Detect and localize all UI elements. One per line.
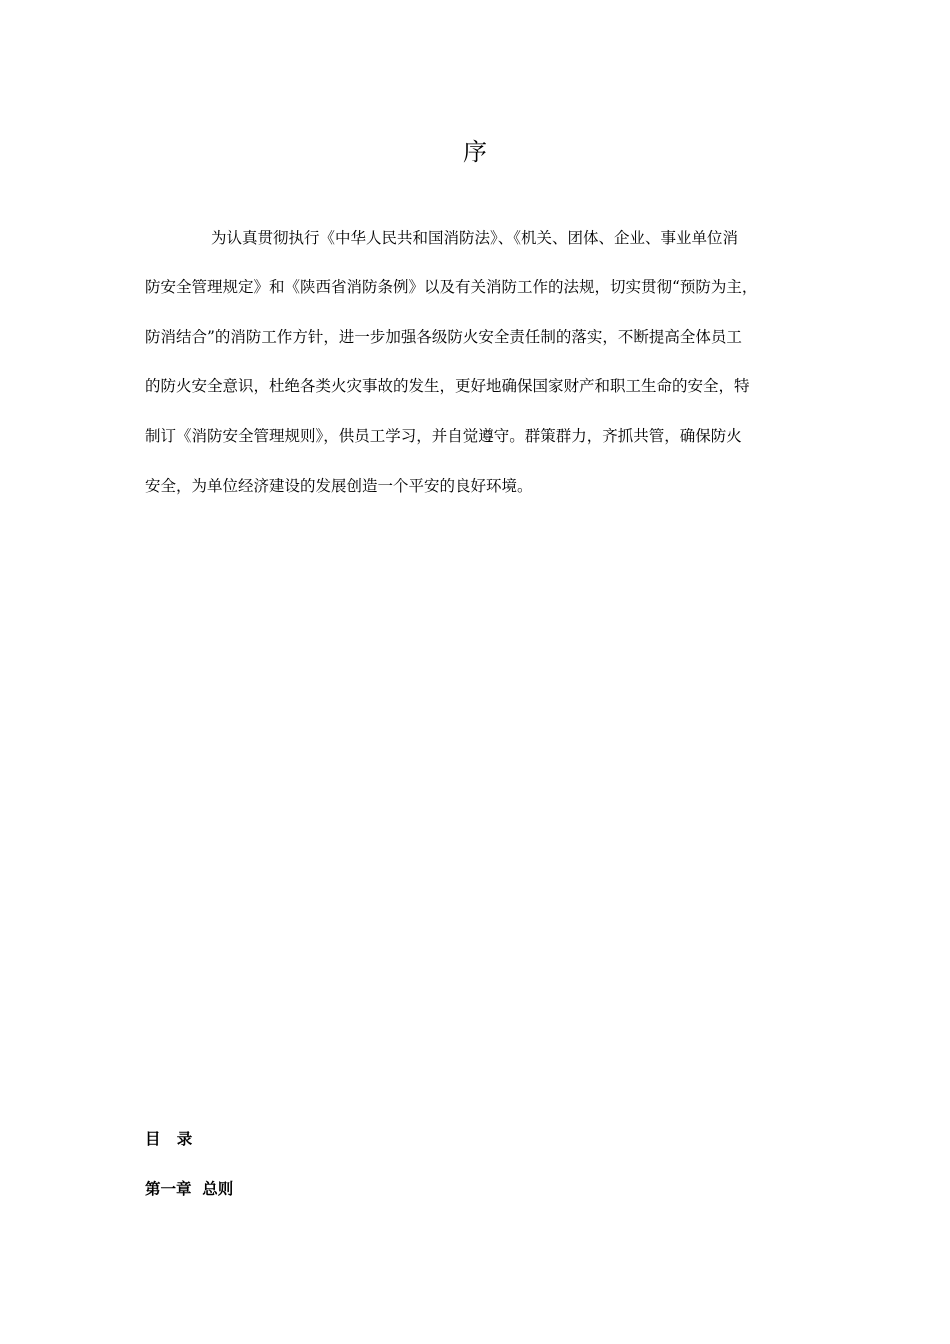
preface-line-4: 的防火安全意识，杜绝各类火灾事故的发生，更好地确保国家财产和职工生命的安全，特: [145, 377, 750, 395]
preface-line-6: 安全，为单位经济建设的发展创造一个平安的良好环境。: [145, 477, 533, 495]
preface-line-2: 防安全管理规定》和《陕西省消防条例》以及有关消防工作的法规，切实贯彻“预防为主，: [145, 278, 758, 296]
chapter-1-heading: 第一章 总则: [145, 1180, 234, 1198]
preface-line-3: 防消结合”的消防工作方针，进一步加强各级防火安全责任制的落实，不断提高全体员工: [145, 328, 742, 346]
preface-line-1: 为认真贯彻执行《中华人民共和国消防法》、《机关、团体、企业、事业单位消: [211, 229, 739, 247]
toc-heading: 目 录: [145, 1130, 193, 1148]
preface-title: 序: [463, 138, 487, 166]
preface-line-5: 制订《消防安全管理规则》，供员工学习，并自觉遵守。群策群力，齐抓共管，确保防火: [145, 427, 742, 445]
